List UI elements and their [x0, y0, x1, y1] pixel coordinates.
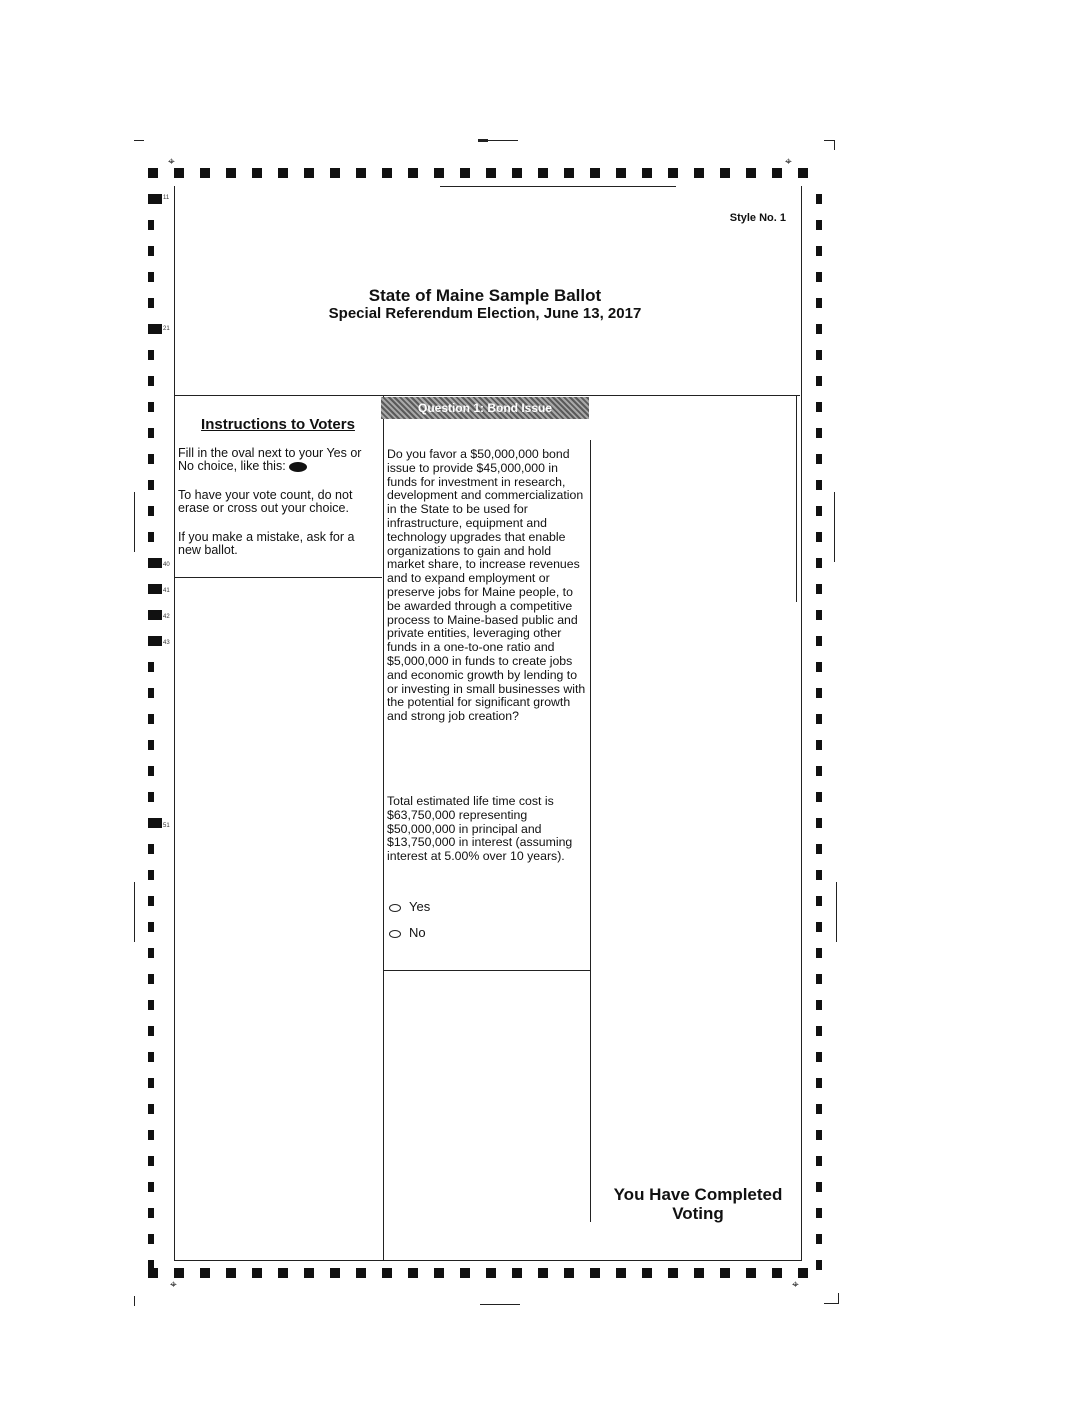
timing-mark	[512, 168, 522, 178]
timing-mark	[148, 1078, 154, 1088]
timing-mark	[816, 428, 822, 438]
timing-label: 42	[163, 614, 170, 620]
timing-mark	[616, 1268, 626, 1278]
timing-mark	[148, 1026, 154, 1036]
timing-mark	[564, 1268, 574, 1278]
choice-yes-label: Yes	[409, 899, 431, 914]
timing-mark	[148, 246, 154, 256]
column-divider-right	[590, 440, 591, 1222]
timing-mark	[816, 974, 822, 984]
style-number: Style No. 1	[729, 212, 786, 224]
side-mark	[134, 492, 135, 552]
timing-mark	[148, 922, 154, 932]
side-mark	[836, 882, 837, 942]
timing-mark	[816, 844, 822, 854]
timing-mark	[816, 1078, 822, 1088]
timing-mark	[538, 1268, 548, 1278]
timing-mark	[148, 1000, 154, 1010]
timing-mark	[816, 532, 822, 542]
timing-mark	[816, 1130, 822, 1140]
timing-mark	[382, 168, 392, 178]
timing-mark	[148, 168, 158, 178]
corner-mark	[838, 1293, 839, 1304]
corner-mark	[134, 140, 144, 141]
timing-mark	[148, 532, 154, 542]
timing-mark	[746, 168, 756, 178]
timing-mark	[816, 922, 822, 932]
timing-mark	[408, 1268, 418, 1278]
timing-mark	[816, 558, 822, 568]
timing-mark	[642, 168, 652, 178]
timing-mark	[148, 714, 154, 724]
header-bottom-rule	[174, 395, 800, 396]
timing-mark	[816, 272, 822, 282]
timing-label: 43	[163, 640, 170, 646]
timing-mark	[148, 1104, 154, 1114]
timing-mark	[174, 168, 184, 178]
bottom-center-mark	[480, 1304, 520, 1305]
timing-mark	[816, 766, 822, 776]
timing-mark	[816, 818, 822, 828]
corner-mark	[834, 140, 835, 150]
timing-mark	[226, 1268, 236, 1278]
timing-mark	[148, 428, 154, 438]
timing-mark	[278, 168, 288, 178]
timing-mark	[148, 506, 154, 516]
timing-mark	[668, 1268, 678, 1278]
timing-mark	[816, 1234, 822, 1244]
timing-mark	[642, 1268, 652, 1278]
timing-mark	[434, 1268, 444, 1278]
timing-mark	[148, 1208, 154, 1218]
timing-mark	[816, 1026, 822, 1036]
oval-no-icon[interactable]	[389, 930, 401, 938]
timing-mark	[486, 1268, 496, 1278]
timing-mark	[816, 246, 822, 256]
timing-mark	[460, 1268, 470, 1278]
question-bottom-rule	[383, 970, 590, 971]
timing-mark	[148, 1052, 154, 1062]
timing-mark	[148, 324, 162, 334]
timing-mark	[486, 168, 496, 178]
timing-mark	[816, 1260, 822, 1270]
timing-mark	[148, 272, 154, 282]
right-column-rule	[796, 396, 797, 602]
timing-mark	[616, 168, 626, 178]
timing-mark	[816, 740, 822, 750]
timing-mark	[816, 1052, 822, 1062]
timing-mark	[816, 610, 822, 620]
registration-mark-bottom-left: ⌖	[170, 1277, 177, 1291]
timing-mark	[816, 870, 822, 880]
timing-mark	[148, 1260, 154, 1270]
choice-no-label: No	[409, 925, 426, 940]
timing-mark	[148, 766, 154, 776]
side-mark	[134, 882, 135, 942]
oval-yes-icon[interactable]	[389, 904, 401, 912]
timing-mark	[816, 324, 822, 334]
instruction-no-erase: To have your vote count, do not erase or cross out your choice.	[178, 488, 353, 515]
timing-mark	[798, 168, 808, 178]
instructions-bottom-rule	[174, 577, 382, 578]
timing-mark	[816, 350, 822, 360]
timing-mark	[798, 1268, 808, 1278]
timing-mark	[148, 194, 162, 204]
timing-mark	[816, 402, 822, 412]
timing-mark	[148, 662, 154, 672]
instruction-text: Fill in the oval next to your Yes or No choice, like this:	[178, 446, 362, 473]
timing-mark	[816, 220, 822, 230]
timing-mark	[408, 168, 418, 178]
timing-label: 21	[163, 326, 170, 332]
timing-label: 11	[163, 195, 170, 201]
timing-mark	[816, 480, 822, 490]
timing-mark	[382, 1268, 392, 1278]
corner-mark	[824, 1303, 838, 1304]
timing-mark	[816, 948, 822, 958]
timing-mark	[148, 402, 154, 412]
timing-mark	[148, 350, 154, 360]
timing-mark	[148, 896, 154, 906]
timing-mark	[148, 818, 162, 828]
timing-mark	[356, 1268, 366, 1278]
instruction-fill-oval	[178, 447, 378, 473]
timing-mark	[278, 1268, 288, 1278]
corner-mark	[824, 140, 834, 141]
timing-mark	[816, 1156, 822, 1166]
timing-mark	[816, 714, 822, 724]
timing-mark	[590, 168, 600, 178]
timing-mark	[816, 194, 822, 204]
timing-mark	[564, 168, 574, 178]
timing-mark	[148, 688, 154, 698]
timing-mark	[148, 1130, 154, 1140]
timing-mark	[304, 1268, 314, 1278]
timing-mark	[538, 168, 548, 178]
timing-mark	[816, 636, 822, 646]
choice-yes[interactable]	[389, 899, 430, 914]
column-divider-left	[383, 396, 384, 1260]
timing-mark	[148, 948, 154, 958]
ballot-subtitle: Special Referendum Election, June 13, 2017	[328, 305, 642, 322]
timing-mark	[816, 584, 822, 594]
timing-mark	[590, 1268, 600, 1278]
question-cost: Total estimated life time cost is $63,750,000 representing $50,000,000 in principal and $13,750,000 in interest (assuming interest at 5.00% over 10 years).	[387, 794, 573, 864]
timing-mark	[434, 168, 444, 178]
timing-label: 51	[163, 823, 170, 829]
filled-oval-example-icon	[289, 462, 307, 472]
timing-mark	[148, 974, 154, 984]
registration-mark-top-right: ⌖	[785, 154, 792, 168]
timing-mark	[772, 1268, 782, 1278]
timing-mark	[816, 688, 822, 698]
question-header: Question 1: Bond Issue	[381, 397, 589, 419]
timing-mark	[200, 168, 210, 178]
timing-mark	[148, 1156, 154, 1166]
timing-mark	[816, 454, 822, 464]
timing-mark	[668, 168, 678, 178]
timing-mark	[148, 584, 162, 594]
timing-mark	[226, 168, 236, 178]
timing-mark	[816, 1000, 822, 1010]
instruction-mistake: If you make a mistake, ask for a new ballot.	[178, 530, 355, 557]
registration-mark-bottom-right: ⌖	[792, 1277, 799, 1291]
timing-mark	[148, 792, 154, 802]
timing-mark	[330, 1268, 340, 1278]
timing-mark	[148, 558, 162, 568]
question-text: Do you favor a $50,000,000 bond issue to provide $45,000,000 in funds for investment in research, development and commercialization in the State to be used for infrastructure, equipment and technology upgrades that enable organizations to gain and hold market share, to increase revenues and to expand employment or preserve jobs for Maine people, to be awarded through a competitive process to Maine-based public and private entities, leveraging other funds in a one-to-one ratio and $5,000,000 in funds to create jobs and economic growth by lending to or investing in small businesses with the potential for significant growth and strong job creation?	[387, 447, 586, 724]
timing-mark	[148, 480, 154, 490]
header-top-rule	[440, 186, 676, 187]
timing-mark	[816, 506, 822, 516]
timing-mark	[200, 1268, 210, 1278]
timing-mark	[720, 1268, 730, 1278]
timing-mark	[304, 168, 314, 178]
side-mark	[834, 492, 835, 562]
timing-mark	[816, 1104, 822, 1114]
timing-mark	[816, 896, 822, 906]
timing-mark	[148, 220, 154, 230]
timing-mark	[816, 662, 822, 672]
ballot-title: State of Maine Sample Ballot	[368, 286, 602, 305]
registration-mark-top-left: ⌖	[168, 154, 175, 168]
timing-mark	[148, 298, 154, 308]
timing-mark	[330, 168, 340, 178]
timing-mark	[720, 168, 730, 178]
timing-mark	[746, 1268, 756, 1278]
timing-mark	[772, 168, 782, 178]
timing-mark	[252, 168, 262, 178]
timing-label: 40	[163, 562, 170, 568]
timing-mark	[694, 168, 704, 178]
corner-mark	[134, 1296, 135, 1306]
timing-mark	[148, 844, 154, 854]
timing-mark	[148, 376, 154, 386]
timing-mark	[148, 454, 154, 464]
timing-mark	[816, 298, 822, 308]
timing-mark	[694, 1268, 704, 1278]
timing-mark	[816, 1182, 822, 1192]
timing-mark	[148, 870, 154, 880]
timing-mark	[148, 1234, 154, 1244]
timing-mark	[816, 792, 822, 802]
timing-mark	[356, 168, 366, 178]
timing-mark	[148, 610, 162, 620]
timing-label: 41	[163, 588, 170, 594]
timing-mark	[252, 1268, 262, 1278]
top-center-mark	[478, 139, 488, 142]
choice-no[interactable]	[389, 925, 426, 940]
timing-mark	[148, 1182, 154, 1192]
instructions-heading: Instructions to Voters	[201, 416, 355, 433]
timing-mark	[148, 636, 162, 646]
timing-mark	[148, 740, 154, 750]
timing-mark	[816, 1208, 822, 1218]
timing-mark	[512, 1268, 522, 1278]
timing-mark	[460, 168, 470, 178]
completed-voting-message: You Have Completed Voting	[613, 1185, 783, 1223]
timing-mark	[816, 376, 822, 386]
